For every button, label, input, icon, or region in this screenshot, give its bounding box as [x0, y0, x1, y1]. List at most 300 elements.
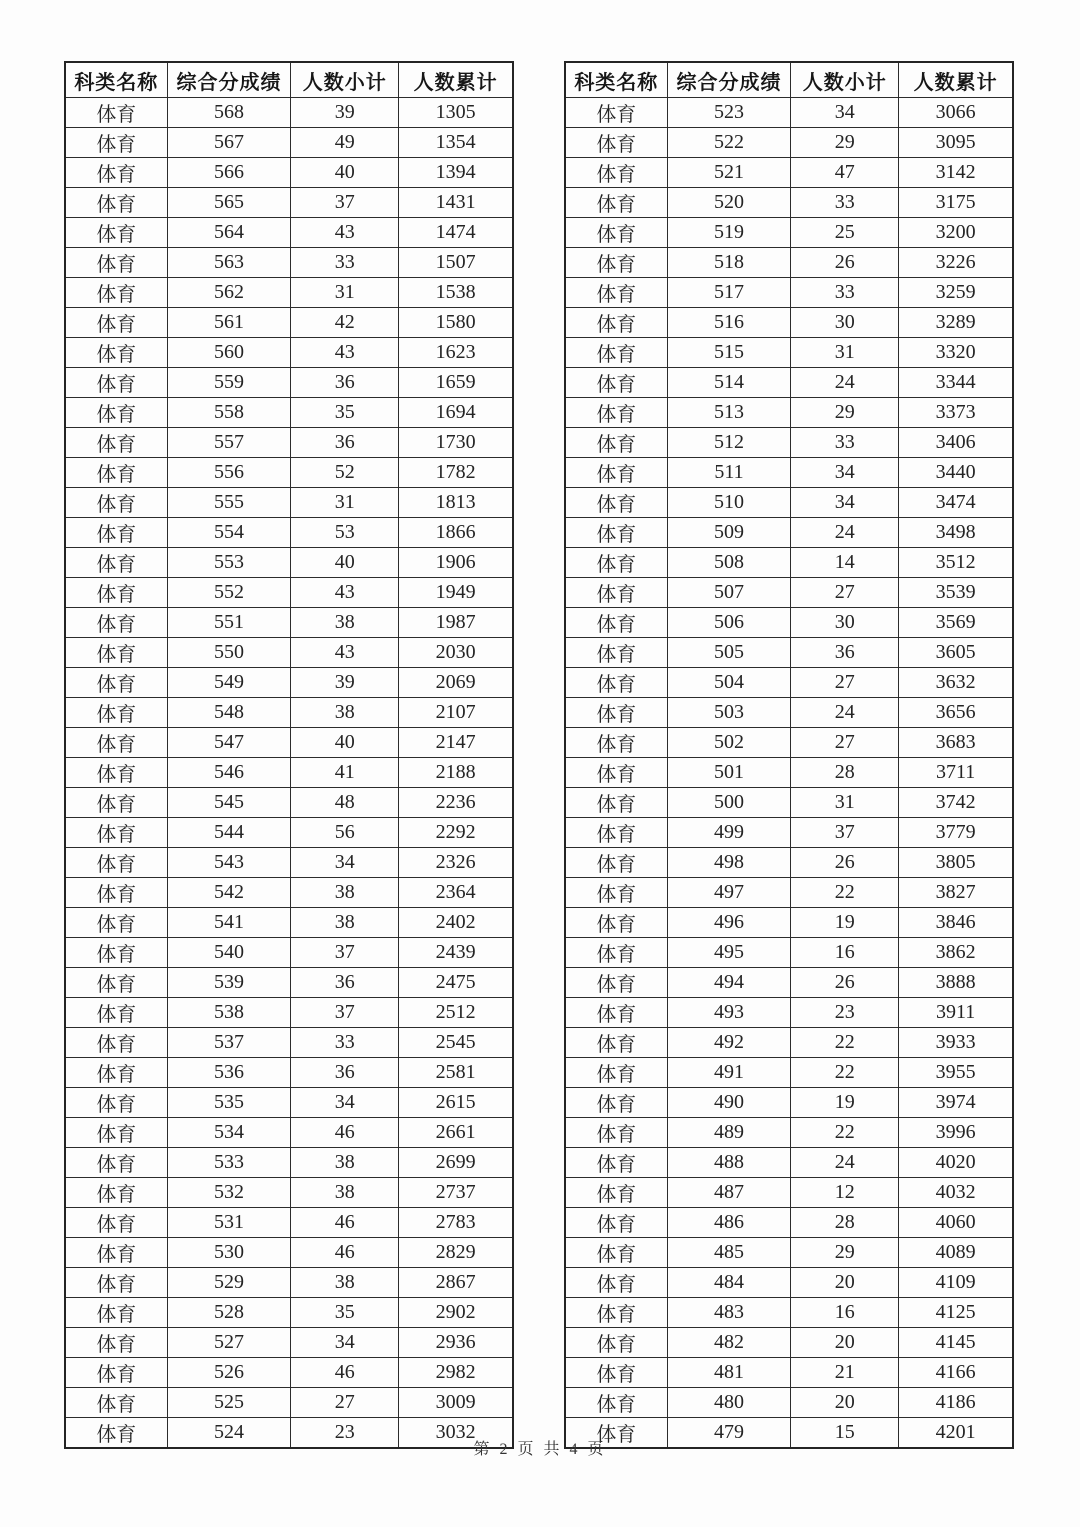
table-row: [565, 1358, 1013, 1388]
table-cell: 2147: [399, 728, 513, 758]
table-cell: 3512: [899, 548, 1013, 578]
table-cell: 564: [167, 218, 291, 248]
table-cell: 体育: [65, 1028, 167, 1058]
table-cell: 3320: [899, 338, 1013, 368]
table-cell: 53: [291, 518, 399, 548]
table-row: [565, 578, 1013, 608]
table-cell: 30: [791, 308, 899, 338]
table-cell: 4089: [899, 1238, 1013, 1268]
table-cell: 33: [291, 1028, 399, 1058]
table-cell: 27: [791, 578, 899, 608]
table-row: [565, 788, 1013, 818]
table-cell: 35: [291, 398, 399, 428]
table-cell: 36: [291, 428, 399, 458]
table-row: [65, 1358, 513, 1388]
table-cell: 体育: [565, 968, 667, 998]
table-cell: 488: [667, 1148, 791, 1178]
table-cell: 体育: [565, 758, 667, 788]
table-row: [65, 1268, 513, 1298]
table-cell: 体育: [65, 518, 167, 548]
table-cell: 3259: [899, 278, 1013, 308]
table-cell: 500: [667, 788, 791, 818]
table-cell: 506: [667, 608, 791, 638]
table-row: [65, 1088, 513, 1118]
table-row: [65, 218, 513, 248]
table-cell: 体育: [565, 848, 667, 878]
table-cell: 493: [667, 998, 791, 1028]
table-row: [65, 578, 513, 608]
table-cell: 体育: [565, 278, 667, 308]
table-cell: 2545: [399, 1028, 513, 1058]
table-row: [65, 1298, 513, 1328]
table-cell: 542: [167, 878, 291, 908]
table-cell: 体育: [65, 848, 167, 878]
table-cell: 23: [791, 998, 899, 1028]
table-row: [65, 818, 513, 848]
table-cell: 489: [667, 1118, 791, 1148]
column-header-category: 科类名称: [65, 62, 167, 98]
table-cell: 3711: [899, 758, 1013, 788]
table-cell: 568: [167, 98, 291, 128]
table-row: [565, 398, 1013, 428]
table-cell: 512: [667, 428, 791, 458]
table-row: [65, 968, 513, 998]
table-cell: 3605: [899, 638, 1013, 668]
table-cell: 494: [667, 968, 791, 998]
table-cell: 480: [667, 1388, 791, 1418]
table-cell: 26: [791, 848, 899, 878]
table-cell: 24: [791, 518, 899, 548]
table-cell: 体育: [65, 398, 167, 428]
table-cell: 体育: [565, 728, 667, 758]
table-row: [65, 1328, 513, 1358]
table-cell: 体育: [565, 1088, 667, 1118]
table-cell: 2829: [399, 1238, 513, 1268]
column-header-subtotal: 人数小计: [291, 62, 399, 98]
table-row: [65, 548, 513, 578]
table-row: [65, 668, 513, 698]
table-cell: 2326: [399, 848, 513, 878]
table-row: [565, 128, 1013, 158]
table-row: [565, 938, 1013, 968]
table-row: [565, 1298, 1013, 1328]
table-cell: 2402: [399, 908, 513, 938]
table-cell: 体育: [65, 158, 167, 188]
table-cell: 22: [791, 878, 899, 908]
table-cell: 1782: [399, 458, 513, 488]
table-cell: 46: [291, 1238, 399, 1268]
table-cell: 体育: [565, 1148, 667, 1178]
table-cell: 29: [791, 1238, 899, 1268]
table-cell: 485: [667, 1238, 791, 1268]
table-cell: 545: [167, 788, 291, 818]
table-row: [65, 98, 513, 128]
table-cell: 2661: [399, 1118, 513, 1148]
table-row: [65, 908, 513, 938]
table-cell: 2783: [399, 1208, 513, 1238]
table-cell: 551: [167, 608, 291, 638]
table-cell: 2512: [399, 998, 513, 1028]
table-row: [565, 308, 1013, 338]
table-cell: 33: [791, 188, 899, 218]
table-cell: 565: [167, 188, 291, 218]
table-cell: 体育: [565, 1178, 667, 1208]
table-cell: 34: [791, 98, 899, 128]
table-row: [65, 728, 513, 758]
table-row: [565, 1268, 1013, 1298]
table-cell: 508: [667, 548, 791, 578]
table-cell: 15: [791, 1418, 899, 1449]
table-cell: 3569: [899, 608, 1013, 638]
table-row: [65, 248, 513, 278]
table-cell: 40: [291, 158, 399, 188]
table-cell: 38: [291, 608, 399, 638]
table-row: [565, 1238, 1013, 1268]
table-cell: 28: [791, 758, 899, 788]
table-cell: 体育: [565, 368, 667, 398]
table-cell: 520: [667, 188, 791, 218]
table-cell: 38: [291, 698, 399, 728]
table-cell: 40: [291, 728, 399, 758]
table-cell: 3373: [899, 398, 1013, 428]
table-cell: 体育: [65, 338, 167, 368]
table-cell: 体育: [565, 1028, 667, 1058]
table-cell: 体育: [565, 908, 667, 938]
table-cell: 14: [791, 548, 899, 578]
table-cell: 体育: [65, 668, 167, 698]
table-row: [565, 188, 1013, 218]
table-cell: 19: [791, 908, 899, 938]
table-row: [65, 128, 513, 158]
table-cell: 3095: [899, 128, 1013, 158]
table-cell: 体育: [65, 1268, 167, 1298]
table-cell: 体育: [65, 878, 167, 908]
table-cell: 体育: [65, 1298, 167, 1328]
table-cell: 体育: [565, 1268, 667, 1298]
table-row: [65, 998, 513, 1028]
table-row: [65, 398, 513, 428]
table-cell: 43: [291, 338, 399, 368]
table-cell: 532: [167, 1178, 291, 1208]
table-cell: 46: [291, 1118, 399, 1148]
table-cell: 26: [791, 968, 899, 998]
score-distribution-table-right: [564, 61, 1014, 1449]
table-cell: 体育: [65, 698, 167, 728]
table-cell: 534: [167, 1118, 291, 1148]
table-cell: 1580: [399, 308, 513, 338]
table-cell: 27: [791, 668, 899, 698]
table-cell: 4201: [899, 1418, 1013, 1449]
table-cell: 509: [667, 518, 791, 548]
table-cell: 524: [167, 1418, 291, 1449]
table-cell: 体育: [565, 1208, 667, 1238]
table-cell: 体育: [65, 1358, 167, 1388]
table-cell: 553: [167, 548, 291, 578]
table-cell: 体育: [565, 1238, 667, 1268]
table-cell: 体育: [565, 158, 667, 188]
table-cell: 体育: [565, 998, 667, 1028]
table-cell: 体育: [65, 728, 167, 758]
table-cell: 体育: [565, 1118, 667, 1148]
table-row: [565, 608, 1013, 638]
table-cell: 3142: [899, 158, 1013, 188]
table-cell: 487: [667, 1178, 791, 1208]
table-cell: 550: [167, 638, 291, 668]
table-cell: 2699: [399, 1148, 513, 1178]
table-cell: 491: [667, 1058, 791, 1088]
table-cell: 38: [291, 1268, 399, 1298]
table-row: [565, 728, 1013, 758]
table-cell: 41: [291, 758, 399, 788]
table-cell: 体育: [65, 968, 167, 998]
table-cell: 56: [291, 818, 399, 848]
table-cell: 3742: [899, 788, 1013, 818]
table-cell: 体育: [565, 308, 667, 338]
table-cell: 517: [667, 278, 791, 308]
table-cell: 体育: [65, 578, 167, 608]
table-cell: 3474: [899, 488, 1013, 518]
table-cell: 16: [791, 938, 899, 968]
table-cell: 554: [167, 518, 291, 548]
table-cell: 3888: [899, 968, 1013, 998]
table-cell: 34: [291, 848, 399, 878]
table-cell: 体育: [65, 1058, 167, 1088]
table-cell: 522: [667, 128, 791, 158]
table-row: [65, 758, 513, 788]
table-cell: 29: [791, 398, 899, 428]
table-cell: 2581: [399, 1058, 513, 1088]
table-cell: 体育: [65, 1388, 167, 1418]
table-cell: 2364: [399, 878, 513, 908]
table-cell: 526: [167, 1358, 291, 1388]
table-cell: 3539: [899, 578, 1013, 608]
table-cell: 体育: [565, 608, 667, 638]
table-cell: 514: [667, 368, 791, 398]
table-cell: 体育: [65, 818, 167, 848]
table-cell: 3289: [899, 308, 1013, 338]
table-cell: 540: [167, 938, 291, 968]
table-cell: 523: [667, 98, 791, 128]
table-cell: 1474: [399, 218, 513, 248]
table-cell: 37: [291, 938, 399, 968]
column-header-cumulative: 人数累计: [399, 62, 513, 98]
table-cell: 559: [167, 368, 291, 398]
table-cell: 体育: [65, 188, 167, 218]
table-cell: 体育: [565, 878, 667, 908]
table-cell: 31: [291, 488, 399, 518]
table-cell: 体育: [65, 488, 167, 518]
table-cell: 556: [167, 458, 291, 488]
table-cell: 12: [791, 1178, 899, 1208]
table-cell: 502: [667, 728, 791, 758]
table-cell: 25: [791, 218, 899, 248]
table-cell: 530: [167, 1238, 291, 1268]
table-row: [65, 1238, 513, 1268]
table-cell: 3226: [899, 248, 1013, 278]
table-cell: 552: [167, 578, 291, 608]
table-cell: 34: [791, 458, 899, 488]
table-cell: 31: [291, 278, 399, 308]
table-cell: 538: [167, 998, 291, 1028]
table-row: [65, 338, 513, 368]
table-cell: 483: [667, 1298, 791, 1328]
table-cell: 3440: [899, 458, 1013, 488]
table-row: [565, 1088, 1013, 1118]
table-cell: 体育: [65, 1328, 167, 1358]
table-cell: 561: [167, 308, 291, 338]
table-row: [565, 98, 1013, 128]
table-cell: 3066: [899, 98, 1013, 128]
table-cell: 体育: [65, 98, 167, 128]
table-cell: 563: [167, 248, 291, 278]
table-cell: 3974: [899, 1088, 1013, 1118]
table-cell: 557: [167, 428, 291, 458]
table-cell: 4125: [899, 1298, 1013, 1328]
table-row: [65, 368, 513, 398]
table-cell: 体育: [565, 188, 667, 218]
table-cell: 43: [291, 638, 399, 668]
table-row: [565, 638, 1013, 668]
table-cell: 22: [791, 1058, 899, 1088]
table-cell: 2982: [399, 1358, 513, 1388]
table-cell: 1305: [399, 98, 513, 128]
table-cell: 3805: [899, 848, 1013, 878]
table-cell: 52: [291, 458, 399, 488]
table-cell: 1694: [399, 398, 513, 428]
table-row: [565, 1388, 1013, 1418]
table-cell: 48: [291, 788, 399, 818]
table-cell: 567: [167, 128, 291, 158]
table-cell: 47: [791, 158, 899, 188]
table-cell: 37: [791, 818, 899, 848]
table-cell: 541: [167, 908, 291, 938]
table-cell: 22: [791, 1028, 899, 1058]
table-cell: 1354: [399, 128, 513, 158]
table-row: [65, 938, 513, 968]
table-cell: 体育: [65, 608, 167, 638]
table-cell: 3200: [899, 218, 1013, 248]
table-cell: 体育: [65, 1208, 167, 1238]
table-cell: 体育: [65, 1148, 167, 1178]
table-cell: 1949: [399, 578, 513, 608]
table-cell: 3009: [399, 1388, 513, 1418]
table-cell: 体育: [565, 398, 667, 428]
table-cell: 体育: [65, 308, 167, 338]
table-cell: 3955: [899, 1058, 1013, 1088]
table-row: [565, 968, 1013, 998]
table-cell: 38: [291, 1178, 399, 1208]
table-cell: 体育: [565, 248, 667, 278]
table-cell: 体育: [565, 518, 667, 548]
table-row: [65, 1178, 513, 1208]
table-cell: 525: [167, 1388, 291, 1418]
score-distribution-table-left: [64, 61, 514, 1449]
table-cell: 20: [791, 1268, 899, 1298]
table-cell: 体育: [565, 548, 667, 578]
table-row: [565, 518, 1013, 548]
table-cell: 2867: [399, 1268, 513, 1298]
table-cell: 24: [791, 368, 899, 398]
table-row: [565, 278, 1013, 308]
table-row: [65, 698, 513, 728]
column-header-cumulative: 人数累计: [899, 62, 1013, 98]
column-header-score: 综合分成绩: [667, 62, 791, 98]
column-header-category: 科类名称: [565, 62, 667, 98]
table-cell: 31: [791, 338, 899, 368]
table-cell: 体育: [565, 698, 667, 728]
table-cell: 3656: [899, 698, 1013, 728]
table-cell: 1730: [399, 428, 513, 458]
table-row: [565, 908, 1013, 938]
table-cell: 481: [667, 1358, 791, 1388]
table-cell: 507: [667, 578, 791, 608]
table-cell: 2188: [399, 758, 513, 788]
table-cell: 37: [291, 188, 399, 218]
table-cell: 1507: [399, 248, 513, 278]
table-cell: 503: [667, 698, 791, 728]
table-cell: 体育: [565, 1058, 667, 1088]
table-cell: 43: [291, 218, 399, 248]
table-cell: 36: [291, 1058, 399, 1088]
table-cell: 504: [667, 668, 791, 698]
table-cell: 体育: [565, 578, 667, 608]
table-cell: 33: [791, 278, 899, 308]
table-row: [565, 158, 1013, 188]
table-cell: 527: [167, 1328, 291, 1358]
table-cell: 1813: [399, 488, 513, 518]
table-cell: 2475: [399, 968, 513, 998]
table-cell: 486: [667, 1208, 791, 1238]
table-cell: 46: [291, 1208, 399, 1238]
table-row: [65, 638, 513, 668]
table-cell: 555: [167, 488, 291, 518]
table-cell: 20: [791, 1388, 899, 1418]
table-cell: 3779: [899, 818, 1013, 848]
table-cell: 2615: [399, 1088, 513, 1118]
table-cell: 46: [291, 1358, 399, 1388]
table-cell: 548: [167, 698, 291, 728]
table-cell: 35: [291, 1298, 399, 1328]
table-cell: 3498: [899, 518, 1013, 548]
table-cell: 2737: [399, 1178, 513, 1208]
table-cell: 42: [291, 308, 399, 338]
table-cell: 482: [667, 1328, 791, 1358]
table-cell: 537: [167, 1028, 291, 1058]
table-cell: 3862: [899, 938, 1013, 968]
table-cell: 24: [791, 1148, 899, 1178]
table-row: [565, 428, 1013, 458]
table-cell: 495: [667, 938, 791, 968]
table-cell: 513: [667, 398, 791, 428]
table-row: [65, 308, 513, 338]
table-cell: 499: [667, 818, 791, 848]
table-cell: 539: [167, 968, 291, 998]
table-row: [565, 698, 1013, 728]
table-cell: 2292: [399, 818, 513, 848]
table-row: [565, 848, 1013, 878]
table-row: [565, 548, 1013, 578]
table-row: [565, 1328, 1013, 1358]
table-cell: 549: [167, 668, 291, 698]
table-row: [565, 1058, 1013, 1088]
table-cell: 3827: [899, 878, 1013, 908]
table-cell: 510: [667, 488, 791, 518]
table-cell: 518: [667, 248, 791, 278]
table-cell: 26: [791, 248, 899, 278]
table-cell: 505: [667, 638, 791, 668]
table-cell: 515: [667, 338, 791, 368]
table-cell: 33: [791, 428, 899, 458]
